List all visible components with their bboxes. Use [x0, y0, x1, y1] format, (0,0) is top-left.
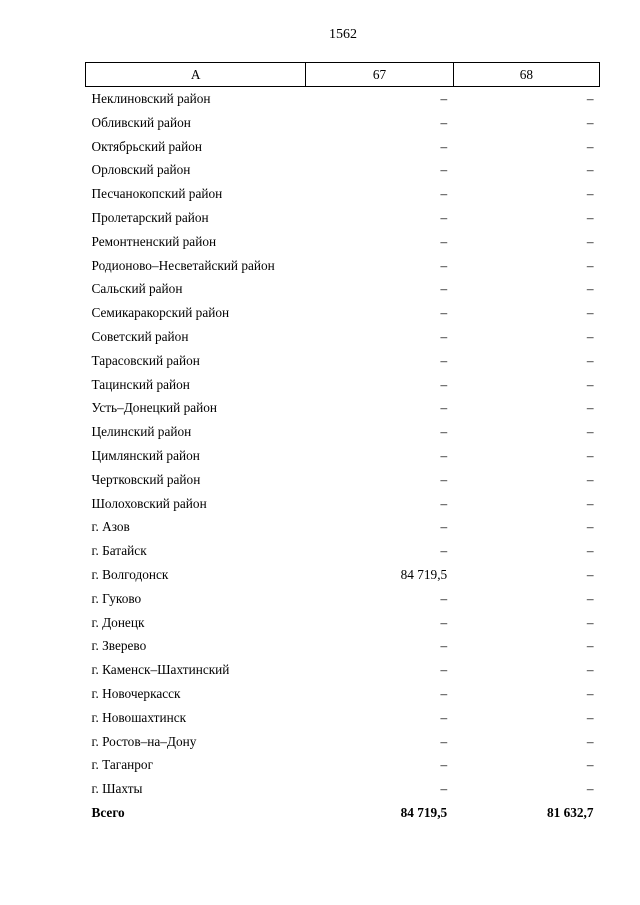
row-value-68: – — [586, 400, 594, 416]
total-value-67: 84 719,5 — [400, 804, 448, 820]
table-row — [86, 777, 600, 801]
row-value-68: – — [586, 614, 594, 630]
row-name: г. Каменск–Шахтинский — [91, 662, 230, 678]
row-value-68: – — [586, 447, 594, 463]
table-row — [86, 587, 600, 611]
row-value-67: 84 719,5 — [400, 566, 448, 582]
row-value-68: – — [586, 471, 594, 487]
row-value-67: – — [440, 495, 448, 511]
row-name: Пролетарский район — [91, 209, 209, 225]
row-name: г. Новочеркасск — [91, 685, 181, 701]
row-name: Цимлянский район — [91, 447, 200, 463]
total-row — [86, 801, 600, 825]
table-row — [86, 301, 600, 325]
table-row — [86, 158, 600, 182]
row-value-68: – — [586, 352, 594, 368]
row-value-67: – — [440, 471, 448, 487]
row-name: г. Новошахтинск — [91, 709, 187, 725]
row-value-67: – — [440, 186, 448, 202]
row-value-67: – — [440, 709, 448, 725]
row-value-67: – — [440, 543, 448, 559]
row-name: г. Батайск — [91, 543, 147, 559]
row-name: Тацинский район — [91, 376, 190, 392]
table-row — [86, 135, 600, 159]
row-value-67: – — [440, 138, 448, 154]
row-value-68: – — [586, 209, 594, 225]
row-value-67: – — [440, 638, 448, 654]
data-table — [85, 62, 600, 825]
row-name: Песчанокопский район — [91, 186, 223, 202]
header-cell-68: 68 — [453, 63, 599, 87]
row-value-67: – — [440, 662, 448, 678]
row-value-68: – — [586, 281, 594, 297]
row-value-67: – — [440, 424, 448, 440]
row-value-68: – — [586, 757, 594, 773]
row-value-68: – — [586, 590, 594, 606]
table-row — [86, 753, 600, 777]
table-row — [86, 682, 600, 706]
row-value-68: – — [586, 257, 594, 273]
row-value-67: – — [440, 447, 448, 463]
row-name: г. Зверево — [91, 638, 147, 654]
row-name: Октябрьский район — [91, 138, 202, 154]
row-value-68: – — [586, 376, 594, 392]
row-value-67: – — [440, 781, 448, 797]
table-row — [86, 373, 600, 397]
row-value-67: – — [440, 281, 448, 297]
table-body — [86, 87, 600, 825]
header-row — [86, 63, 600, 87]
table-row — [86, 111, 600, 135]
row-name: Целинский район — [91, 424, 192, 440]
row-value-68: – — [586, 305, 594, 321]
row-value-67: – — [440, 757, 448, 773]
row-value-68: – — [586, 91, 594, 106]
row-value-68: – — [586, 162, 594, 178]
row-name: Орловский район — [91, 162, 191, 178]
table-row — [86, 420, 600, 444]
row-value-68: – — [586, 186, 594, 202]
row-value-68: – — [586, 328, 594, 344]
table-row — [86, 277, 600, 301]
row-value-68: – — [586, 543, 594, 559]
row-name: Шолоховский район — [91, 495, 207, 511]
table-header — [86, 63, 600, 87]
row-value-68: – — [586, 638, 594, 654]
row-value-68: – — [586, 733, 594, 749]
table-row — [86, 658, 600, 682]
row-value-67: – — [440, 519, 448, 535]
table-row — [86, 706, 600, 730]
row-name: Тарасовский район — [91, 352, 200, 368]
row-value-67: – — [440, 257, 448, 273]
header-cell-67: 67 — [306, 63, 453, 87]
row-value-68: – — [586, 781, 594, 797]
row-value-68: – — [586, 138, 594, 154]
row-name: г. Таганрог — [91, 757, 154, 773]
row-value-68: – — [586, 709, 594, 725]
table-row — [86, 611, 600, 635]
row-value-67: – — [440, 305, 448, 321]
row-name: Сальский район — [91, 281, 183, 297]
row-name: г. Гуково — [91, 590, 142, 606]
table-row — [86, 468, 600, 492]
row-value-68: – — [586, 519, 594, 535]
row-value-68: – — [586, 566, 594, 582]
table-row — [86, 515, 600, 539]
row-value-68: – — [586, 424, 594, 440]
total-value-68: 81 632,7 — [546, 804, 594, 820]
row-value-68: – — [586, 233, 594, 249]
row-value-67: – — [440, 114, 448, 130]
row-value-67: – — [440, 376, 448, 392]
table-row — [86, 492, 600, 516]
table-row — [86, 563, 600, 587]
row-name: г. Азов — [91, 519, 130, 535]
row-value-67: – — [440, 400, 448, 416]
row-name: Родионово–Несветайский район — [91, 257, 275, 273]
row-value-67: – — [440, 233, 448, 249]
row-name: г. Донецк — [91, 614, 145, 630]
table-row — [86, 325, 600, 349]
table-row — [86, 730, 600, 754]
table-row — [86, 230, 600, 254]
table-row — [86, 396, 600, 420]
row-value-68: – — [586, 685, 594, 701]
row-name: Семикаракорский район — [91, 305, 230, 321]
table-row — [86, 182, 600, 206]
table-row — [86, 539, 600, 563]
table-row — [86, 206, 600, 230]
row-value-67: – — [440, 614, 448, 630]
table-row — [86, 87, 600, 111]
table-row — [86, 254, 600, 278]
row-value-67: – — [440, 352, 448, 368]
table-row — [86, 634, 600, 658]
table-row — [86, 444, 600, 468]
row-value-68: – — [586, 495, 594, 511]
row-name: Обливский район — [91, 114, 191, 130]
row-value-68: – — [586, 114, 594, 130]
row-value-67: – — [440, 209, 448, 225]
page-number: 1562 — [329, 27, 357, 42]
row-value-67: – — [440, 590, 448, 606]
total-label: Всего — [91, 804, 125, 820]
row-name: г. Шахты — [91, 781, 143, 797]
row-value-67: – — [440, 162, 448, 178]
row-name: Усть–Донецкий район — [91, 400, 218, 416]
row-name: Неклиновский район — [91, 91, 211, 106]
row-value-67: – — [440, 91, 448, 106]
table-row — [86, 349, 600, 373]
row-name: Чертковский район — [91, 471, 201, 487]
row-name: г. Ростов–на–Дону — [91, 733, 197, 749]
row-name: Советский район — [91, 328, 189, 344]
row-value-68: – — [586, 662, 594, 678]
row-value-67: – — [440, 685, 448, 701]
row-name: г. Волгодонск — [91, 566, 169, 582]
row-name: Ремонтненский район — [91, 233, 217, 249]
row-value-67: – — [440, 733, 448, 749]
header-cell-name: А — [86, 63, 306, 87]
row-value-67: – — [440, 328, 448, 344]
